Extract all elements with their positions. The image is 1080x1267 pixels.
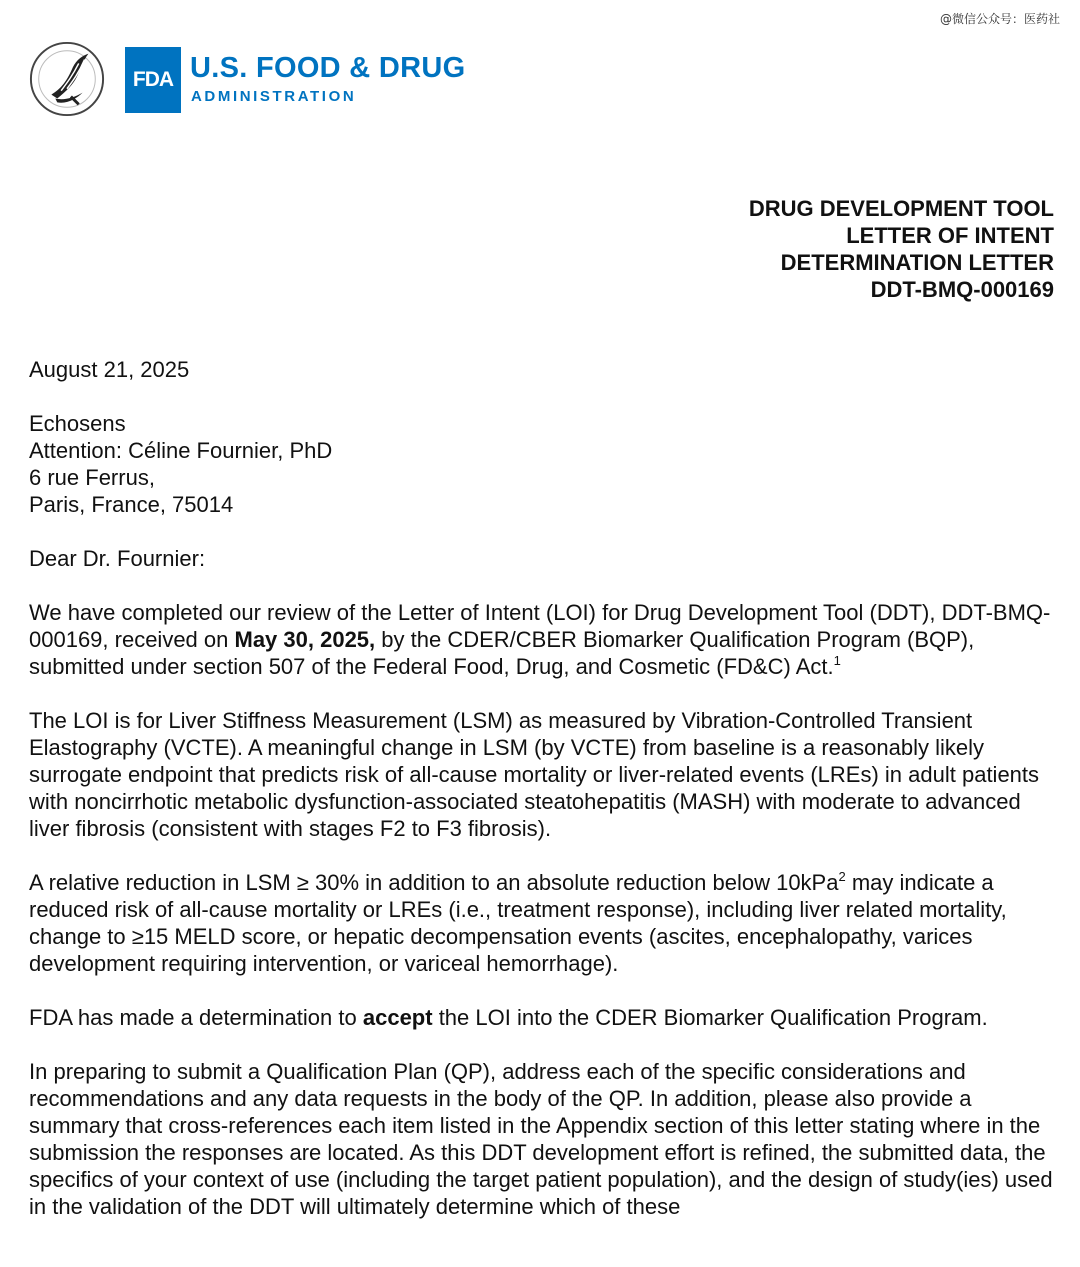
header-line-1: DRUG DEVELOPMENT TOOL [748, 196, 1054, 221]
header-line-4: DDT-BMQ-000169 [870, 277, 1054, 302]
p4-text-b: the LOI into the CDER Biomarker Qualification Program. [432, 1005, 988, 1030]
header-line-3: DETERMINATION LETTER [780, 250, 1054, 275]
p1-text-a: We have completed our review of the Letter of Intent (LOI) for Drug Development Tool (DDT), DDT-BMQ-000169, received on [29, 600, 1051, 652]
fda-logo-box: FDA [125, 47, 181, 113]
fda-logo-name: U.S. FOOD & DRUG [190, 52, 466, 84]
paragraph-loi-description: The LOI is for Liver Stiffness Measurement (LSM) as measured by Vibration-Controlled Transient Elastography (VCTE). A meaningful change in LSM (by VCTE) from baseline is a reasonably likely surrogate endpoint that predicts risk of all-cause mortality or liver-related events (LREs) in adult patients with noncirrhotic metabolic dysfunction-associated steatohepatitis (MASH) with moderate to advanced liver fibrosis (consistent with stages F2 to F3 fibrosis). [29, 708, 1040, 841]
salutation: Dear Dr. Fournier: [29, 546, 206, 571]
fda-logo-sub: ADMINISTRATION [191, 88, 357, 105]
p3-text-a: A relative reduction in LSM ≥ 30% in addition to an absolute reduction below 10kPa [29, 870, 839, 895]
letter-date: August 21, 2025 [29, 357, 190, 382]
footnote-ref-1: 1 [833, 653, 841, 668]
address-line-4: Paris, France, 75014 [29, 492, 234, 517]
footnote-ref-2: 2 [838, 869, 846, 884]
watermark-text: @微信公众号：医药社 [939, 12, 1060, 26]
paragraph-review [29, 599, 1059, 680]
p4-accept: accept [362, 1005, 433, 1030]
recipient-address [29, 410, 1059, 518]
hhs-eagle-seal-icon [28, 40, 106, 118]
p1-text-b: by the CDER/CBER Biomarker Qualification Program (BQP), submitted under section 507 of the Federal Food, Drug, and Cosmetic (FD&C) Act. [29, 627, 975, 679]
paragraph-qualification-plan: In preparing to submit a Qualification Plan (QP), address each of the specific considerations and recommendations and any data requests in the body of the QP. In addition, please also provide a summary that cross-references each item listed in the Appendix section of this letter stating where in the submission the responses are located. As this DDT development effort is refined, the submitted data, the specifics of your context of use (including the target patient population), and the design of study(ies) used in the validation of the DDT will ultimately determine which of these [29, 1059, 1053, 1219]
paragraph-determination [29, 1004, 1059, 1031]
paragraph-relative-reduction [29, 869, 1059, 977]
address-line-2: Attention: Céline Fournier, PhD [29, 438, 333, 463]
letter-body [29, 356, 1059, 1247]
p1-received-date: May 30, 2025, [234, 627, 376, 652]
p3-text-b: may indicate a reduced risk of all-cause mortality or LREs (i.e., treatment response), including liver related mortality, change to ≥15 MELD score, or hepatic decompensation events (ascites, encephalopathy, varices development requiring intervention, or variceal hemorrhage). [29, 870, 1007, 976]
address-line-3: 6 rue Ferrus, [29, 465, 155, 490]
header-line-2: LETTER OF INTENT [846, 223, 1054, 248]
address-line-1: Echosens [29, 411, 126, 436]
p4-text-a: FDA has made a determination to [29, 1005, 363, 1030]
letter-header [749, 195, 1054, 303]
